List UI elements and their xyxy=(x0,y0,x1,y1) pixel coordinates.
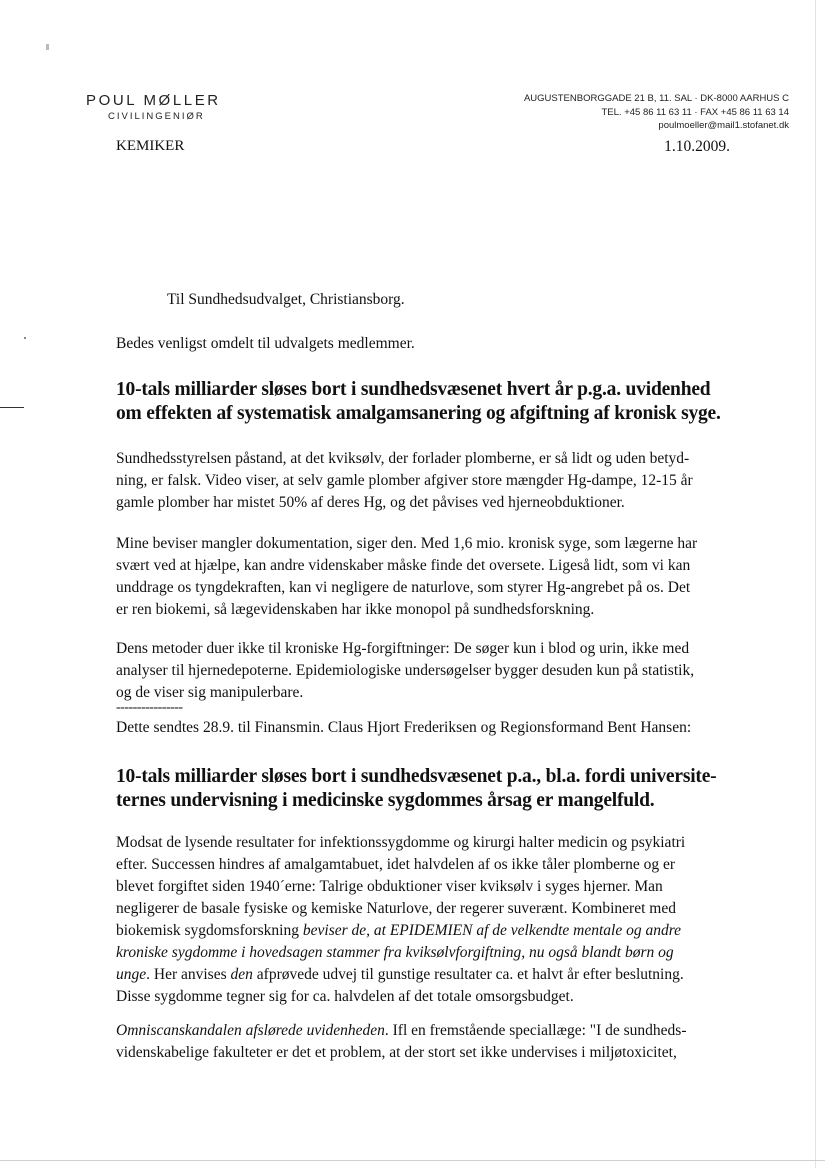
paragraph-4 xyxy=(116,832,741,1008)
paragraph-5 xyxy=(116,1020,741,1064)
text-line: ning, er falsk. Video viser, at selv gamle plomber afgiver store mængder Hg-dampe, 12-15 år xyxy=(116,472,693,489)
phone-fax-line: TEL. +45 86 11 63 11 · FAX +45 86 11 63 14 xyxy=(601,106,789,118)
text-line: Sundhedsstyrelsen påstand, at det kviksølv, der forlader plomberne, er så lidt og uden betyd- xyxy=(116,450,690,467)
paragraph-1 xyxy=(116,448,741,514)
text-line: negligerer de basale fysiske og kemiske Naturlove, der regerer suverænt. Kombineret med xyxy=(116,900,676,917)
address-line: AUGUSTENBORGGADE 21 B, 11. SAL · DK-8000 AARHUS C xyxy=(523,93,789,104)
text-line: Modsat de lysende resultater for infektionssygdomme og kirurgi halter medicin og psykiatri xyxy=(116,834,686,851)
text-run: afprøvede udvej til gunstige resultater ca. et halvt år efter beslutning. xyxy=(252,966,684,983)
heading-line: om effekten af systematisk amalgamsanering og afgiftning af kronisk syge. xyxy=(116,403,721,424)
heading-2 xyxy=(116,765,746,813)
heading-line: 10-tals milliarder sløses bort i sundhedsvæsenet hvert år p.g.a. uvidenhed xyxy=(116,379,711,400)
paragraph-3 xyxy=(116,638,741,704)
italic-run: Omniscanskandalen afslørede uvidenheden xyxy=(116,1022,385,1039)
forward-note: Dette sendtes 28.9. til Finansmin. Claus Hjort Frederiksen og Regionsformand Bent Hansen: xyxy=(116,719,692,736)
text-run: . Ifl en fremstående speciallæge: "I de sundheds- xyxy=(384,1022,687,1039)
text-line: svært ved at hjælpe, kan andre videnskaber måske finde det oversete. Ligeså lidt, som vi kan xyxy=(116,557,691,574)
text-line: og de viser sig manipulerbare. xyxy=(116,684,304,701)
text-line: Disse sygdomme tegner sig for ca. halvdelen af det totale omsorgsbudget. xyxy=(116,988,574,1005)
email-line: poulmoeller@mail1.stofanet.dk xyxy=(658,120,789,131)
margin-mark xyxy=(0,407,24,408)
text-line: videnskabelige fakulteter er det et problem, at der stort set ikke undervises i miljøtoxicitet, xyxy=(116,1044,677,1061)
text-line: blevet forgiftet siden 1940´erne: Talrige obduktioner viser kviksølv i syges hjerner. Man xyxy=(116,878,663,895)
letterhead-title: CIVILINGENIØR xyxy=(108,111,205,122)
letterhead-profession: KEMIKER xyxy=(116,138,185,154)
recipient-line: Til Sundhedsudvalget, Christiansborg. xyxy=(167,291,405,308)
scan-edge xyxy=(815,0,816,1168)
request-line: Bedes venligst omdelt til udvalgets medlemmer. xyxy=(116,335,415,352)
italic-run: kroniske sygdomme i hovedsagen stammer fra kviksølvforgiftning, nu også blandt børn og xyxy=(116,944,674,961)
text-line: gamle plomber har mistet 50% af deres Hg, og det påvises ved hjerneobduktioner. xyxy=(116,494,625,511)
scan-speck xyxy=(24,337,26,339)
italic-run: beviser de, at EPIDEMIEN af de velkendte mentale og andre xyxy=(302,922,682,939)
heading-1 xyxy=(116,378,746,426)
text-line: analyser til hjernedepoterne. Epidemiologiske undersøgelser bygger desuden kun på statistik, xyxy=(116,662,695,679)
text-line: Dens metoder duer ikke til kroniske Hg-forgiftninger: De søger kun i blod og urin, ikke med xyxy=(116,640,690,657)
text-line xyxy=(116,1020,741,1042)
italic-run: den xyxy=(230,966,253,983)
text-line: er ren biokemi, så lægevidenskaben har ikke monopol på sundhedsforskning. xyxy=(116,601,595,618)
separator-line: ---------------- xyxy=(116,700,183,715)
italic-run: unge xyxy=(116,966,147,983)
scan-edge xyxy=(0,1160,825,1161)
text-line xyxy=(116,964,741,986)
heading-line: ternes undervisning i medicinske sygdommes årsag er mangelfuld. xyxy=(116,790,655,811)
text-run: . Her anvises xyxy=(146,966,231,983)
text-line xyxy=(116,942,741,964)
letterhead-address xyxy=(524,92,789,133)
letter-date: 1.10.2009. xyxy=(664,138,730,155)
letterhead-name: POUL MØLLER xyxy=(86,92,221,109)
paragraph-2 xyxy=(116,533,741,621)
text-line xyxy=(116,920,741,942)
text-line: efter. Successen hindres af amalgamtabuet, idet halvdelen af os ikke tåler plomberne og er xyxy=(116,856,676,873)
text-run: biokemisk sygdomsforskning xyxy=(116,922,303,939)
text-line: unddrage os tyngdekraften, kan vi negligere de naturlove, som styrer Hg-angrebet på os. Det xyxy=(116,579,691,596)
text-line: Mine beviser mangler dokumentation, siger den. Med 1,6 mio. kronisk syge, som lægerne har xyxy=(116,535,698,552)
heading-line: 10-tals milliarder sløses bort i sundhedsvæsenet p.a., bl.a. fordi universite- xyxy=(116,766,717,787)
scan-speck xyxy=(46,44,49,50)
